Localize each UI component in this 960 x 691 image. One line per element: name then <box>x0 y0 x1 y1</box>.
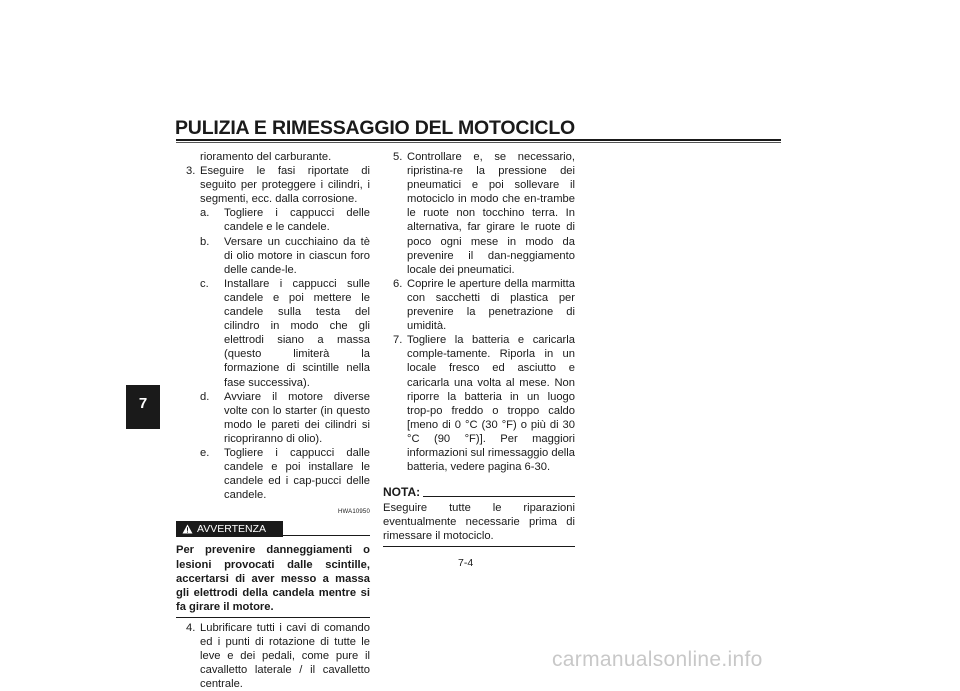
sub-text: Togliere i cappucci dalle candele e poi installare le candele ed i cap-pucci delle candele. <box>224 446 370 502</box>
warning-code: HWA10950 <box>337 509 370 516</box>
sub-item-b <box>200 235 370 277</box>
page-title: PULIZIA E RIMESSAGGIO DEL MOTOCICLO <box>175 117 575 139</box>
warning-triangle-icon <box>182 524 193 534</box>
list-item-7 <box>383 333 575 474</box>
list-item-4 <box>176 621 370 691</box>
sub-item-c <box>200 277 370 390</box>
list-text: Togliere la batteria e caricarla comple-tamente. Riporla in un locale fresco ed asciutto e caricarla una volta al mese. Non riporre la batteria in un luogo trop-po freddo o troppo caldo [meno di 0 °C (30 °F) o più di 30 °C (90 °F)]. Per maggiori informazioni sul rimessaggio della batteria, vedere pagina 6-30. <box>407 334 575 474</box>
page-number: 7-4 <box>458 557 474 569</box>
left-column <box>176 150 370 691</box>
list-text: Eseguire le fasi riportate di seguito per proteggere i cilindri, i segmenti, ecc. dalla corrosione. <box>200 165 370 206</box>
list-item-5 <box>383 150 575 277</box>
warning-rule <box>283 535 370 536</box>
note-text: Eseguire tutte le riparazioni eventualmente necessarie prima di rimessare il motociclo. <box>383 501 575 547</box>
sub-text: Togliere i cappucci delle candele e le candele. <box>224 207 370 234</box>
sub-text: Versare un cucchiaino da tè di olio motore in ciascun foro delle cande-le. <box>224 235 370 276</box>
list-number: 4. <box>186 621 196 634</box>
list-number: 6. <box>393 277 403 290</box>
list-item-3 <box>176 164 370 206</box>
warning-badge <box>176 521 283 537</box>
warning-label: AVVERTENZA <box>197 523 267 536</box>
sub-letter: c. <box>200 277 209 290</box>
sub-letter: a. <box>200 207 210 220</box>
header-rule-thin <box>176 142 781 143</box>
right-column <box>383 150 575 547</box>
continuation-text: rioramento del carburante. <box>200 151 332 163</box>
list-item-6 <box>383 277 575 333</box>
warning-text: Per prevenire danneggiamenti o lesioni provocati dalle scintille, accertarsi di aver messo a massa gli elettrodi della candela mentre si fa girare il motore. <box>176 543 370 617</box>
list-number: 7. <box>393 334 403 347</box>
note-label: NOTA: <box>383 485 421 500</box>
list-text: Controllare e, se necessario, ripristina-re la pressione dei pneumatici e poi sollevare il motociclo in modo che en-trambe le ruote non tocchino terra. In alternativa, far girare le ruote di poco ogni mese in modo da prevenire il dan-neggiamento locale dei pneumatici. <box>407 151 575 276</box>
watermark: carmanualsonline.info <box>552 648 763 671</box>
sub-letter: d. <box>200 390 210 403</box>
sub-text: Installare i cappucci sulle candele e poi mettere le candele sulla testa del cilindro in modo che gli elettrodi siano a massa (questo limiterà la formazione di scintille nella fase successiva). <box>224 277 370 389</box>
list-text: Coprire le aperture della marmitta con sacchetti di plastica per prevenire la penetrazione di umidità. <box>407 277 575 333</box>
sub-letter: e. <box>200 446 210 459</box>
sub-item-d <box>200 390 370 446</box>
list-number: 3. <box>186 165 196 178</box>
sub-list <box>176 206 370 502</box>
list-text: Lubrificare tutti i cavi di comando ed i punti di rotazione di tutte le leve e dei pedali, come pure il cavalletto laterale / il cavalletto centrale. <box>200 621 370 691</box>
sub-text: Avviare il motore diverse volte con lo starter (in questo modo le pareti dei cilindri si ricopriranno di olio). <box>224 390 370 445</box>
sub-item-a <box>200 206 370 234</box>
chapter-number: 7 <box>138 395 148 412</box>
sub-item-e <box>200 446 370 502</box>
sub-letter: b. <box>200 235 210 248</box>
header-rule <box>176 139 781 141</box>
chapter-tab <box>126 385 160 429</box>
note-header <box>383 485 575 500</box>
note-rule <box>423 496 575 497</box>
list-number: 5. <box>393 151 403 163</box>
warning-header <box>176 521 370 539</box>
